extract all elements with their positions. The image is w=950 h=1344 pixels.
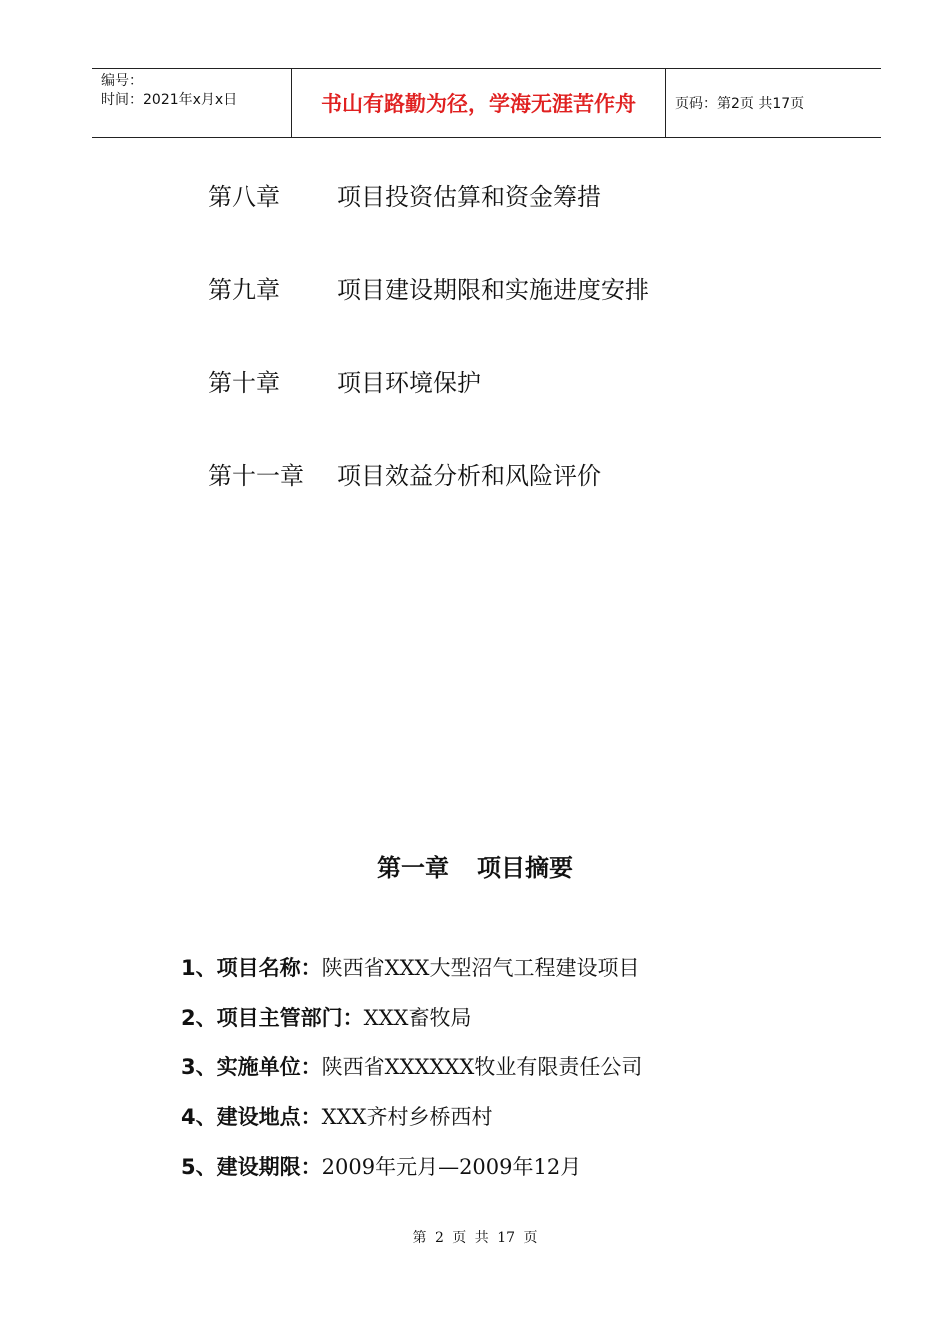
toc-entry	[208, 456, 601, 491]
summary-item-value: XXX齐村乡桥西村	[321, 1105, 493, 1129]
toc-chapter-title: 项目效益分析和风险评价	[337, 462, 601, 490]
summary-item-value: XXX畜牧局	[363, 1006, 472, 1030]
doc-time-label: 时间：2021年x月x日	[101, 92, 238, 108]
toc-entry	[208, 363, 481, 398]
toc-chapter-number: 第十一章	[208, 462, 304, 490]
toc-chapter-number: 第八章	[208, 183, 280, 211]
toc-chapter-title: 项目建设期限和实施进度安排	[337, 276, 649, 304]
chapter-title: 项目摘要	[477, 853, 573, 882]
page-footer: 第 2 页 共 17 页	[412, 1230, 538, 1246]
toc-chapter-number: 第十章	[208, 369, 280, 397]
toc-entry	[208, 270, 649, 305]
summary-item-label: 1、项目名称：	[181, 956, 322, 980]
summary-item-label: 4、建设地点：	[181, 1105, 322, 1129]
header-meta	[92, 69, 292, 137]
summary-item	[181, 952, 639, 982]
summary-item	[181, 1101, 492, 1131]
chapter-number: 第一章	[377, 853, 449, 882]
summary-item-label: 2、项目主管部门：	[181, 1006, 364, 1030]
toc-chapter-title: 项目投资估算和资金筹措	[337, 183, 601, 211]
header-motto: 书山有路勤为径，学海无涯苦作舟	[292, 69, 666, 137]
summary-item	[181, 1151, 581, 1181]
chapter-heading	[0, 848, 950, 883]
summary-item-label: 3、实施单位：	[181, 1055, 322, 1079]
summary-item-value: 陕西省XXXXXX牧业有限责任公司	[321, 1055, 643, 1079]
summary-item	[181, 1051, 642, 1081]
summary-item	[181, 1002, 471, 1032]
doc-number-label: 编号：	[101, 73, 143, 89]
toc-chapter-title: 项目环境保护	[337, 369, 481, 397]
toc-entry	[208, 177, 601, 212]
toc-chapter-number: 第九章	[208, 276, 280, 304]
page-header	[92, 68, 881, 138]
header-page-number: 页码：第2页 共17页	[675, 96, 805, 112]
summary-item-value: 2009年元月—2009年12月	[321, 1155, 582, 1179]
summary-item-value: 陕西省XXX大型沼气工程建设项目	[321, 956, 640, 980]
summary-item-label: 5、建设期限：	[181, 1155, 322, 1179]
